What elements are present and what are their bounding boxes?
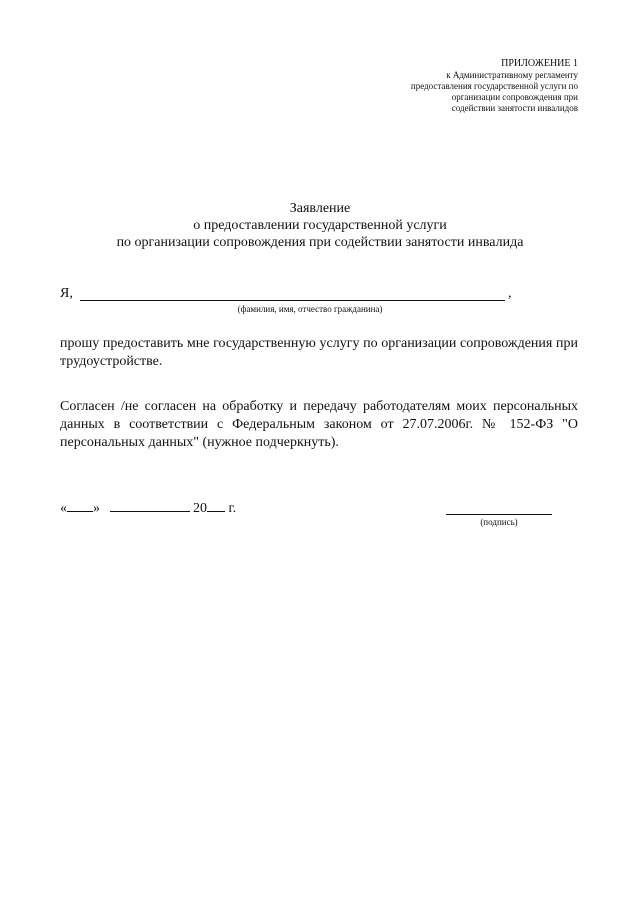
appendix-line: к Административному регламенту xyxy=(446,70,578,80)
consent-paragraph: Согласен /не согласен на обработку и передачу работодателям моих персональных данных в соответствии с Федеральным законом от 27.07.2006г. № 152-ФЗ "О персональных данных" (нужное подчеркнуть). xyxy=(60,399,578,450)
applicant-prefix: Я, xyxy=(60,286,73,301)
date-row xyxy=(60,498,236,517)
document-title xyxy=(60,200,580,251)
day-field[interactable] xyxy=(67,498,93,512)
signature-hint: (подпись) xyxy=(480,517,518,527)
year-field[interactable] xyxy=(207,498,225,512)
request-paragraph: прошу предоставить мне государственную услугу по организации сопровождения при трудоустройстве. xyxy=(60,336,578,369)
applicant-name-row xyxy=(60,286,520,306)
applicant-name-hint: (фамилия, имя, отчество гражданина) xyxy=(237,304,383,314)
year-prefix: 20 xyxy=(193,501,207,516)
year-suffix: г. xyxy=(228,501,237,516)
signature-field[interactable] xyxy=(446,514,552,515)
applicant-name-field[interactable] xyxy=(80,300,505,301)
appendix-title: ПРИЛОЖЕНИЕ 1 xyxy=(501,58,578,69)
appendix-line: организации сопровождения при xyxy=(451,92,578,102)
title-line-2: о предоставлении государственной услуги xyxy=(193,218,447,233)
month-field[interactable] xyxy=(110,498,190,512)
applicant-suffix: , xyxy=(508,286,512,301)
appendix-line: предоставления государственной услуги по xyxy=(410,81,578,91)
title-line-3: по организации сопровождения при содействии занятости инвалида xyxy=(116,235,524,250)
title-line-1: Заявление xyxy=(289,201,351,216)
date-close-quote: » xyxy=(93,501,100,516)
appendix-header xyxy=(338,58,578,114)
appendix-line: содействии занятости инвалидов xyxy=(451,103,578,113)
date-open-quote: « xyxy=(60,501,67,516)
